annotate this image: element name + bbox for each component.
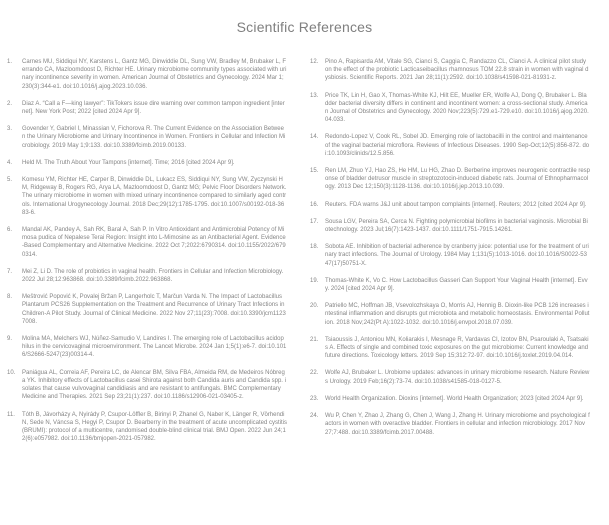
reference-text: Reuters. FDA warns J&J unit about tampon complaints [internet]. Reuters; 2012 [cited 2024 Apr 9]. — [325, 201, 587, 208]
reference-number: 8. — [7, 294, 13, 301]
reference-number: 21. — [310, 336, 319, 343]
reference-text: Wu P, Chen Y, Zhao J, Zhang G, Chen J, Wang J, Zhang H. Urinary microbiome and psychological factors in women with overactive bladder. Frontiers in cellular and infection microbiology. 2017 Nov 27;7:488. doi:10.3389/fcimb.2017.00488. — [325, 413, 590, 436]
reference-text: Redondo-Lopez V, Cook RL, Sobel JD. Emerging role of lactobacilli in the control and maintenance of the vaginal bacterial microflora. Reviews of Infectious Diseases. 1990 Sep-Oct;12(5):856-872. doi:10.1093/clinids/12.5.856. — [325, 134, 590, 157]
reference-text: Patriello MC, Hoffman JB, Vsevolozhskaya O, Morris AJ, Hennig B. Dioxin-like PCB 126 increases intestinal inflammation and disrupts gut microbiota and metabolic homeostasis. Environmental Pollution. 2018 Nov;242(Pt A):1022-1032. doi:10.1016/j.envpol.2018.07.039. — [325, 303, 590, 326]
reference-text: Wolfe AJ, Brubaker L. Urobiome updates: advances in urinary microbiome research. Nature Reviews Urology. 2019 Feb;16(2):73-74. doi:10.1038/s41585-018-0127-5. — [325, 370, 590, 385]
reference-text: Price TK, Lin H, Gao X, Thomas-White KJ, Hilt EE, Mueller ER, Wolfe AJ, Dong Q, Brubaker L. Bladder bacterial diversity differs in continent and incontinent women: a cross-sectional study. American Journal of Obstetrics and Gynecology. 2020 Nov;223(5):729.e1-729.e10. doi:10.1016/j.ajog.2020.04.033. — [325, 92, 589, 124]
reference-item — [308, 133, 590, 158]
reference-number: 10. — [7, 369, 16, 376]
reference-text: Diaz A. “Call a F—king lawyer”: TikTokers issue dire warning over common tampon ingredient [internet]. New York Post; 2022 [cited 2024 Apr 9]. — [22, 100, 285, 116]
reference-number: 19. — [310, 277, 319, 284]
reference-number: 7. — [7, 268, 13, 275]
reference-item — [5, 100, 287, 116]
reference-number: 15. — [310, 168, 319, 175]
reference-number: 17. — [310, 218, 319, 225]
reference-text: Tsiaoussis J, Antoniou MN, Koliarakis I, Mesnage R, Vardavas CI, Izotov BN, Psaroulaki A, Tsatsakis A. Effects of single and combined toxic exposures on the gut microbiome: Current knowledge and future directions. Toxicology letters. 2019 Sep 15;312:72-97. doi:10.1016/j.toxlet.2019.04.014. — [325, 336, 589, 360]
reference-number: 2. — [7, 100, 13, 107]
reference-list-right — [308, 58, 590, 446]
reference-item — [5, 293, 287, 326]
reference-text: World Health Organization. Dioxins [internet]. World Health Organization; 2023 [cited 2024 Apr 9]. — [325, 395, 584, 402]
reference-number: 12. — [310, 59, 319, 65]
reference-text: Ren LM, Zhuo YJ, Hao ZS, He HM, Lu HG, Zhao D. Berberine improves neurogenic contractile response of bladder detrusor muscle in streptozotocin-induced diabetic rats. Journal of Ethnopharmacology. 2013 Dec 12;150(3):1128-1136. doi:10.1016/j.jep.2013.10.039. — [325, 168, 591, 191]
reference-item — [308, 58, 590, 83]
reference-item — [308, 395, 590, 403]
reference-item — [308, 369, 590, 385]
reference-text: Carnes MU, Siddiqui NY, Karstens L, Gantz MG, Dinwiddie DL, Sung VW, Bradley M, Brubaker L, Ferrando CA, Mazloomdoost D, Richter HE. Urinary microbiome community types associated with urinary incontinence severity in women. American Journal of Obstetrics and Gynecology. 2024 Mar 1;230(3):344-e1. doi:10.1016/j.ajog.2023.10.036. — [22, 59, 287, 90]
reference-text: Sousa LGV, Pereira SA, Cerca N. Fighting polymicrobial biofilms in bacterial vaginosis. Microbial Biotechnology. 2023 Jul;16(7):1423-1437. doi:10.1111/1751-7915.14261. — [325, 218, 588, 234]
reference-number: 20. — [310, 303, 319, 310]
reference-item — [308, 92, 590, 125]
reference-item — [308, 302, 590, 327]
reference-item — [308, 277, 590, 293]
reference-text: Meštrović Popović K, Povalej Bržan P, Langerholc T, Marčun Varda N. The Impact of Lactobacillus Plantarum PCS26 Supplementation on the Treatment and Recurrence of Urinary Tract Infections in Children-A Pilot Study. Journal of Clinical Medicine. 2022 Nov 27;11(23):7008. doi:10.3390/jcm11237008. — [22, 294, 286, 325]
reference-text: Paniágua AL, Correia AF, Pereira LC, de Alencar BM, Silva FBA, Almeida RM, de Medeiros Nóbrega YK. Inhibitory effects of Lactobacillus casei Shirota against both Candida auris and Candida spp. isolates that cause vulvovaginal candidiasis and are resistant to antifungals. BMC Complementary Medicine and Therapies. 2021 Sep 23;21(1):237. doi:10.1186/s12906-021-03405-z. — [22, 369, 286, 401]
reference-number: 14. — [310, 134, 319, 141]
reference-text: Molina MA, Melchers WJ, Núñez-Samudio V, Landires I. The emerging role of Lactobacillus acidophilus in the cervicovaginal microenvironment. The Lancet Microbe. 2024 Jan 1;5(1):e6-7. doi:10.1016/S2666-5247(23)00314-4. — [22, 336, 287, 359]
reference-text: Komesu YM, Richter HE, Carper B, Dinwiddie DL, Lukacz ES, Siddiqui NY, Sung VW, Zyczynski HM, Ridgeway B, Rogers RG, Arya LA, Mazloomdoost D, Gantz MG; Pelvic Floor Disorders Network. The urinary microbiome in women with mixed urinary incontinence compared to similarly aged controls. International Urogynecology Journal. 2018 Dec;29(12):1785-1795. doi:10.1007/s00192-018-3683-6. — [22, 177, 287, 216]
reference-number: 4. — [7, 159, 13, 166]
reference-item — [5, 176, 287, 217]
reference-number: 23. — [310, 395, 319, 402]
reference-item — [308, 336, 590, 361]
reference-item — [5, 411, 287, 444]
reference-text: Held M. The Truth About Your Tampons [internet]. Time; 2016 [cited 2024 Apr 9]. — [22, 159, 235, 166]
reference-text: Pino A, Rapisarda AM, Vitale SG, Cianci S, Caggia C, Randazzo CL, Cianci A. A clinical pilot study on the effect of the probiotic Lacticaseibacillus rhamnosus TOM 22.8 strain in women with vaginal dysbiosis. Scientific Reports. 2021 Jan 28;11(1):2592. doi:10.1038/s41598-021-81931-z. — [325, 59, 589, 82]
reference-number: 24. — [310, 413, 319, 420]
reference-item — [5, 58, 287, 91]
reference-number: 9. — [7, 336, 13, 343]
reference-number: 3. — [7, 126, 13, 133]
reference-number: 5. — [7, 177, 13, 184]
reference-text: Thomas-White K, Vo C. How Lactobacillus Gasseri Can Support Your Vaginal Health [internet]. Evvy. 2024 [cited 2024 Apr 9]. — [325, 277, 588, 293]
reference-item — [5, 125, 287, 150]
reference-number: 1. — [7, 59, 13, 65]
reference-text: Mei Z, Li D. The role of probiotics in vaginal health. Frontiers in Cellular and Infection Microbiology. 2022 Jul 28;12:963868. doi:10.3389/fcimb.2022.963868. — [22, 268, 284, 284]
reference-text: Tóth B, Jávorházy A, Nyirády P, Csupor-Löffler B, Birinyi P, Zhanel G, Naber K, Länger R, Vörhendi N, Sede N, Váncsa S, Hegyi P, Csupor D. Bearberry in the treatment of acute uncomplicated cystitis (BRUMI): protocol of a multicentre, randomised double-blind clinical trial. BMJ Open. 2022 Jun 24;12(6):e057982. doi:10.1136/bmjopen-2021-057982. — [22, 411, 288, 443]
reference-text: Mandal AK, Pandey A, Sah RK, Baral A, Sah P. In Vitro Antioxidant and Antimicrobial Potency of Mimosa pudica of Nepalese Terai Region: Insight into L-Mimosine as an Antibacterial Agent. Evidence-Based Complementary and Alternative Medicine. 2022 Oct 7;2022:6790314. doi:10.1155/2022/6790314. — [22, 227, 286, 258]
reference-item — [308, 167, 590, 192]
reference-item — [308, 412, 590, 437]
reference-item — [308, 218, 590, 234]
reference-item — [5, 369, 287, 402]
reference-item — [5, 268, 287, 284]
reference-item — [308, 243, 590, 268]
reference-number: 16. — [310, 201, 319, 208]
reference-list-left — [5, 58, 287, 452]
reference-number: 22. — [310, 370, 319, 377]
reference-number: 13. — [310, 92, 319, 99]
reference-item — [5, 226, 287, 259]
reference-text: Sobota AE. Inhibition of bacterial adherence by cranberry juice: potential use for the treatment of urinary tract infections. The Journal of Urology. 1984 May 1;131(5):1013-1016. doi:10.1016/S0022-5347(17)50751-X. — [325, 244, 589, 267]
reference-item — [5, 159, 287, 167]
reference-number: 11. — [7, 411, 15, 418]
reference-number: 18. — [310, 244, 319, 251]
reference-number: 6. — [7, 227, 13, 234]
reference-item — [5, 335, 287, 360]
page-title: Scientific References — [236, 19, 373, 35]
reference-text: Govender Y, Gabriel I, Minassian V, Fichorova R. The Current Evidence on the Association Between the Urinary Microbiome and Urinary Incontinence in Women. Frontiers in Cellular and Infection Microbiology. 2019 May 1;9:133. doi:10.3389/fcimb.2019.00133. — [22, 126, 286, 149]
reference-item — [308, 201, 590, 209]
